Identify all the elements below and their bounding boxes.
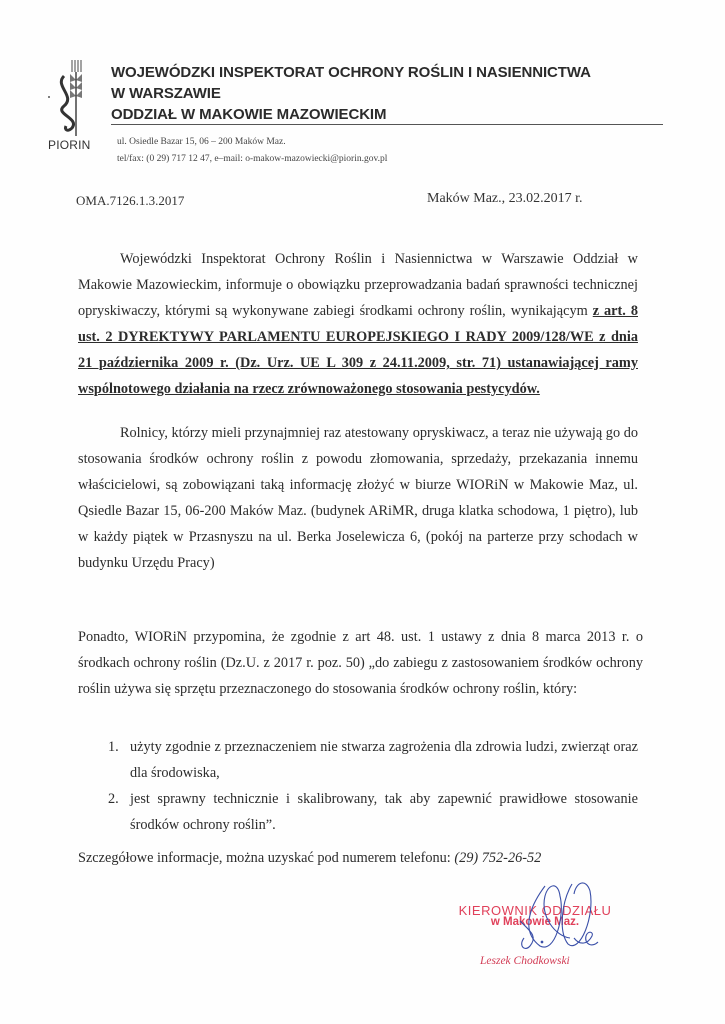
directive-citation: z art. 8 ust. 2 DYREKTYWY PARLAMENTU EUROPEJSKIEGO I RADY 2009/128/WE z dnia 21 października 2009 r. (Dz. Urz. UE L 309 z 24.11.2009, str. 71) ustanawiającej ramy wspólnotowego działania na rzecz zrównoważonego stosowania pestycydów. [78, 303, 638, 397]
scan-dot [48, 96, 50, 98]
institution-title: WOJEWÓDZKI INSPEKTORAT OCHRONY ROŚLIN I NASIENNICTWA [111, 64, 591, 81]
phone-number: (29) 752-26-52 [454, 850, 542, 866]
piorin-logo [44, 58, 100, 154]
list-number: 1. [108, 739, 119, 755]
paragraph-text: Wojewódzki Inspektorat Ochrony Roślin i Nasiennictwa w Warszawie Oddział w Makowie Mazowieckim, informuje o obowiązku przeprowadzania badań sprawności technicznej opryskiwaczy, którymi są wykonywane zabiegi środkami ochrony roślin, wynikającym [78, 251, 638, 319]
header-divider [111, 124, 663, 125]
branch-name: ODDZIAŁ W MAKOWIE MAZOWIECKIM [111, 106, 387, 123]
handwritten-signature-icon [500, 876, 610, 966]
postal-address: ul. Osiedle Bazar 15, 06 – 200 Maków Maz. [117, 137, 286, 147]
place-date: Maków Maz., 23.02.2017 r. [427, 191, 583, 206]
institution-city: W WARSZAWIE [111, 85, 221, 102]
paragraph-farmers: Rolnicy, którzy mieli przynajmniej raz atestowany opryskiwacz, a teraz nie używają go do stosowania środków ochrony roślin z powodu złomowania, sprzedaży, przekazania innemu właścicielowi, są zobowiązani taką informację złożyć w biurze WIORiN w Makowie Maz, ul. Qsiedle Bazar 15, 06-200 Maków Maz. (budynek ARiMR, druga klatka schodowa, 1 piętro), lub w każdy piątek w Przasnyszu na ul. Berka Joselewicza 6, (pokój na parterze przy schodach w budynku Urzędu Pracy) [78, 425, 638, 571]
stamp-location: w Makowie Maz. [490, 916, 580, 928]
logo-label: PIORIN [48, 138, 91, 152]
list-text: jest sprawny technicznie i skalibrowany, tak aby zapewnić prawidłowe stosowanie środków ochrony roślin”. [130, 791, 638, 833]
phone-info-text: Szczegółowe informacje, można uzyskać pod numerem telefonu: [78, 850, 455, 866]
wheat-snake-emblem-icon [50, 58, 90, 138]
contact-line: tel/fax: (0 29) 717 12 47, e–mail: o-makow-mazowiecki@piorin.gov.pl [117, 154, 388, 164]
list-number: 2. [108, 791, 119, 807]
paragraph-obligation [78, 246, 638, 402]
phone-info [78, 850, 541, 867]
list-text: użyty zgodnie z przeznaczeniem nie stwarza zagrożenia dla zdrowia ludzi, zwierząt oraz dla środowiska, [130, 739, 638, 781]
list-item [108, 734, 638, 786]
list-item [108, 786, 638, 838]
paragraph-reminder: Ponadto, WIORiN przypomina, że zgodnie z art 48. ust. 1 ustawy z dnia 8 marca 2013 r. o środkach ochrony roślin (Dz.U. z 2017 r. poz. 50) „do zabiegu z zastosowaniem środków ochrony roślin używa się sprzętu przeznaczonego do stosowania środków ochrony roślin, który: [78, 629, 643, 697]
stamp-title: KIEROWNIK ODDZIAŁU [458, 903, 612, 918]
signatory-name: Leszek Chodkowski [480, 955, 570, 967]
requirements-list [108, 734, 638, 838]
reference-number: OMA.7126.1.3.2017 [76, 193, 185, 208]
